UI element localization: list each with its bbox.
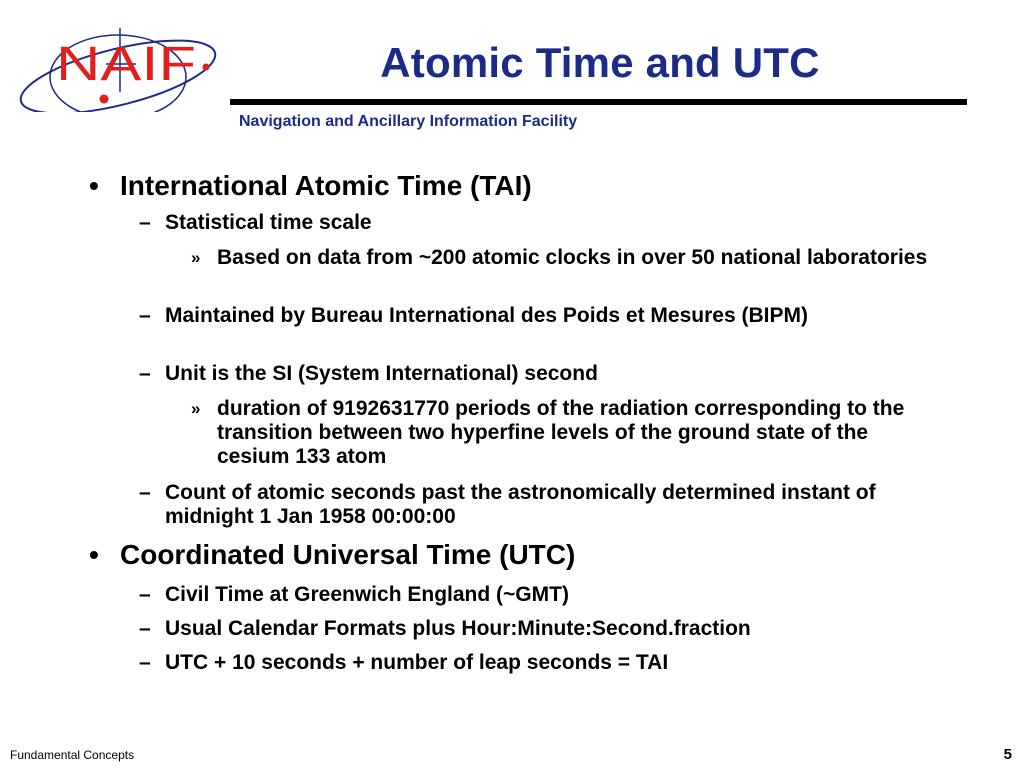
bullet-item bbox=[139, 362, 985, 386]
bullet-text: UTC + 10 seconds + number of leap seconds = TAI bbox=[165, 651, 669, 674]
bullet-text: Coordinated Universal Time (UTC) bbox=[120, 539, 576, 570]
dash-marker: – bbox=[139, 617, 151, 640]
bullet-item bbox=[139, 304, 925, 328]
bullet-item bbox=[89, 539, 1000, 570]
bullet-item bbox=[89, 170, 1000, 201]
dash-marker: – bbox=[139, 651, 151, 674]
page-number: 5 bbox=[1003, 746, 1012, 763]
bullet-item bbox=[139, 651, 985, 675]
organization-subtitle: Navigation and Ancillary Information Facility bbox=[239, 113, 578, 130]
chevron-marker: » bbox=[191, 399, 201, 418]
dash-marker: – bbox=[139, 304, 151, 327]
bullet-text: Usual Calendar Formats plus Hour:Minute:Second.fraction bbox=[165, 617, 751, 640]
bullet-item bbox=[139, 617, 985, 641]
bullet-text: Count of atomic seconds past the astronomically determined instant of midnight 1 Jan 1958 00:00:00 bbox=[165, 481, 876, 528]
dash-marker: – bbox=[139, 481, 151, 504]
bullet-item bbox=[191, 246, 977, 270]
bullet-text: Based on data from ~200 atomic clocks in over 50 national laboratories bbox=[217, 246, 928, 269]
page-title: Atomic Time and UTC bbox=[380, 39, 820, 86]
footer-section-label: Fundamental Concepts bbox=[10, 748, 135, 762]
bullet-marker: • bbox=[89, 539, 99, 570]
bullet-marker: • bbox=[89, 170, 99, 201]
bullet-text: International Atomic Time (TAI) bbox=[120, 170, 532, 201]
bullet-text: Unit is the SI (System International) second bbox=[165, 362, 598, 385]
bullet-item bbox=[191, 397, 937, 469]
bullet-item bbox=[139, 211, 985, 235]
dash-marker: – bbox=[139, 362, 151, 385]
bullet-text: duration of 9192631770 periods of the radiation corresponding to the transition between two hyperfine levels of the ground state of the cesium 133 atom bbox=[217, 397, 905, 468]
bullet-text: Maintained by Bureau International des Poids et Mesures (BIPM) bbox=[165, 304, 808, 327]
logo-text: NAIF bbox=[56, 38, 196, 91]
chevron-marker: » bbox=[191, 248, 201, 267]
bullet-item bbox=[139, 481, 925, 529]
dash-marker: – bbox=[139, 583, 151, 606]
bullet-text: Civil Time at Greenwich England (~GMT) bbox=[165, 583, 569, 606]
bullet-item bbox=[139, 583, 985, 607]
dash-marker: – bbox=[139, 211, 151, 234]
bullet-text: Statistical time scale bbox=[165, 211, 372, 234]
